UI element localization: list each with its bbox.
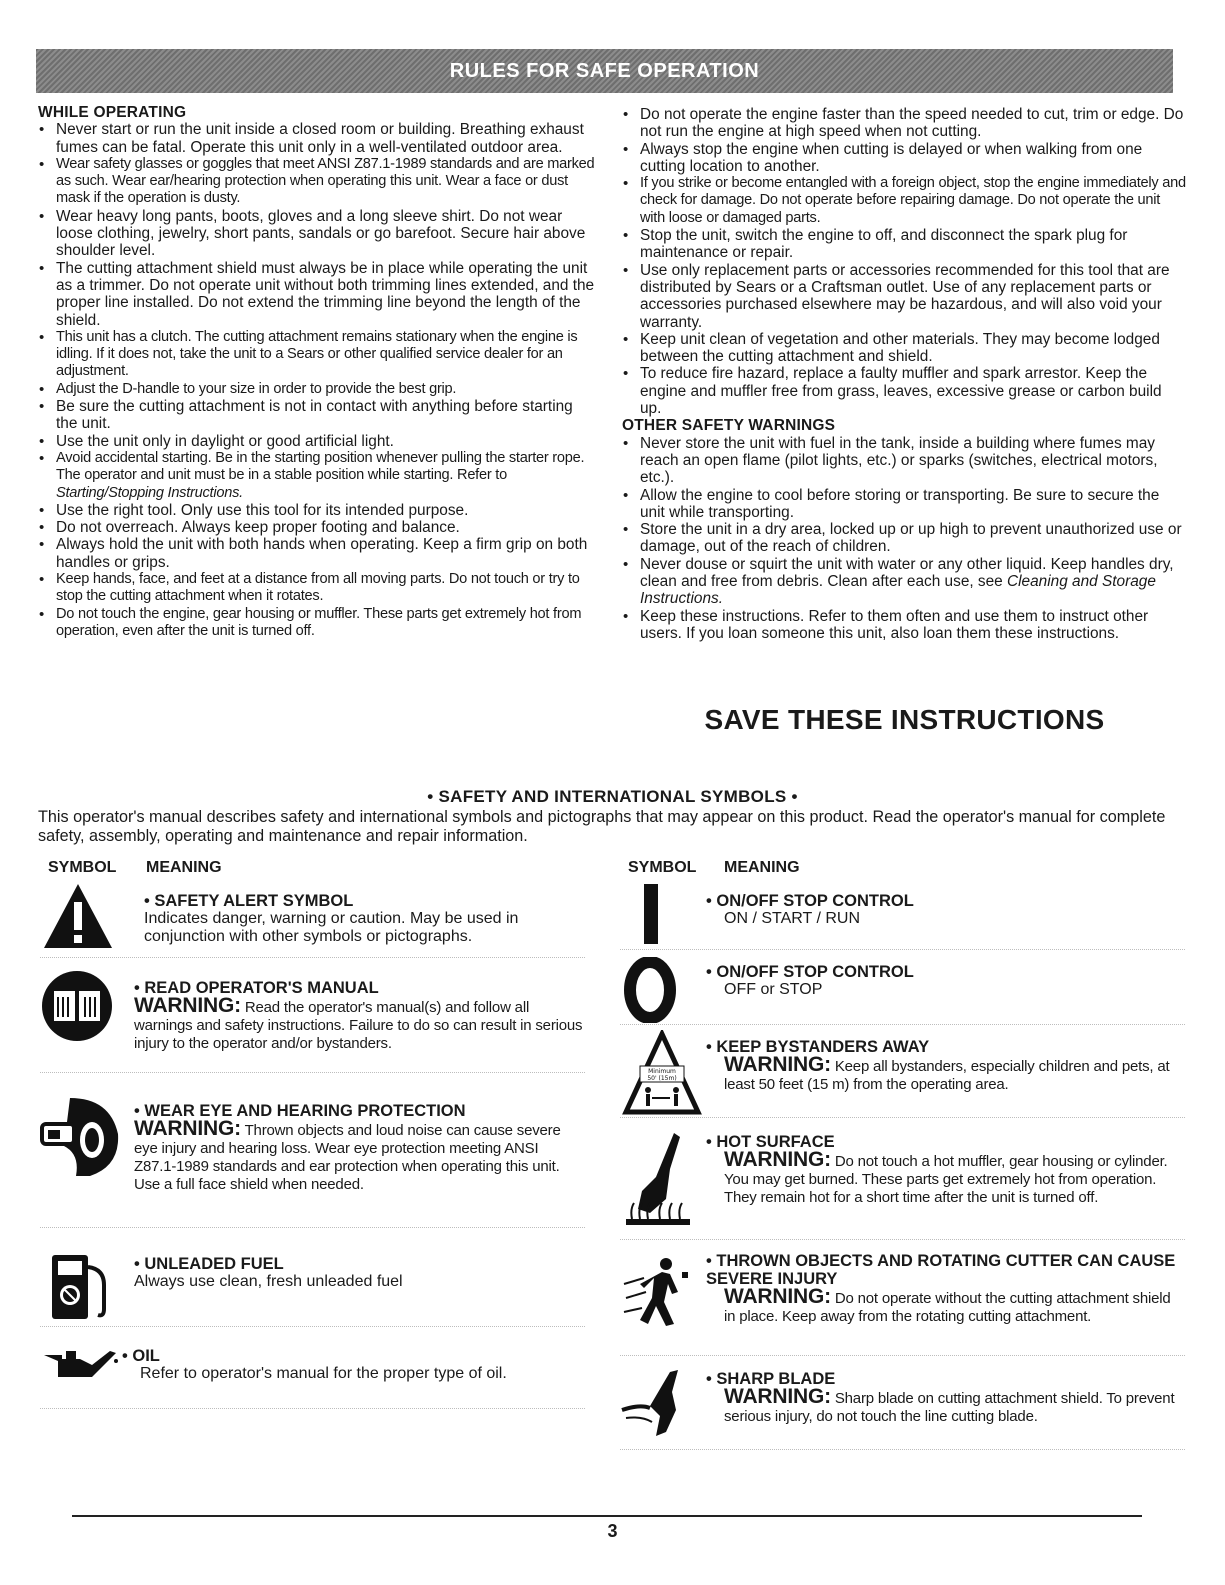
rule-item: • Do not overreach. Always keep proper footing and balance. <box>38 519 598 536</box>
rule-item: • Wear safety glasses or goggles that meet ANSI Z87.1-1989 standards and are marked as such. Wear ear/hearing protection when operating this unit. Wear a face or dust mask if the operation is dusty. <box>38 156 598 208</box>
safety-alert-icon <box>40 880 116 952</box>
symbol-description: Indicates danger, warning or caution. May be used in conjunction with other symbols or pictographs. <box>144 910 519 945</box>
divider <box>40 1072 585 1073</box>
symbol-entry-off <box>620 955 1185 1025</box>
symbol-title: • WEAR EYE AND HEARING PROTECTION <box>134 1102 584 1120</box>
rule-item: • Avoid accidental starting. Be in the starting position whenever pulling the starter rope. The operator and unit must be in a stable position while starting. Refer to Starting/Stopping Instructions. <box>38 450 598 502</box>
symbol-title: • ON/OFF STOP CONTROL <box>706 963 1176 981</box>
page-number: 3 <box>607 1521 618 1541</box>
rule-item: • Be sure the cutting attachment is not in contact with anything before starting the unit. <box>38 398 598 433</box>
rule-item: • Never start or run the unit inside a closed room or building. Breathing exhaust fumes can be fatal. Operate this unit only in a well-ventilated outdoor area. <box>38 121 598 156</box>
left-meaning-header: MEANING <box>146 859 222 876</box>
right-meaning-header: MEANING <box>724 859 800 876</box>
symbol-entry-eye-hearing <box>40 1088 585 1228</box>
warning-label: WARNING: <box>134 994 241 1017</box>
symbol-title: • SAFETY ALERT SYMBOL <box>144 892 584 910</box>
section-banner <box>36 49 1173 93</box>
cleaning-instructions-ref: Cleaning and Storage Instructions. <box>640 573 1156 608</box>
symbol-title: • THROWN OBJECTS AND ROTATING CUTTER CAN CAUSE SEVERE INJURY <box>706 1252 1178 1288</box>
eye-ear-protection-icon <box>40 1094 124 1180</box>
divider <box>40 1326 585 1327</box>
divider <box>620 1449 1185 1450</box>
on-icon <box>620 880 680 948</box>
rule-item: • Keep these instructions. Refer to them often and use them to instruct other users. If you loan someone this unit, also loan them these instructions. <box>622 608 1187 643</box>
symbol-description: OFF or STOP <box>724 981 823 998</box>
symbol-description: Sharp blade on cutting attachment shield. To prevent serious injury, do not touch the line cutting blade. <box>724 1390 1175 1425</box>
warning-label: WARNING: <box>724 1053 831 1076</box>
rule-item: • Never store the unit with fuel in the tank, inside a building where fumes may reach an open flame (pilot lights, etc.) or sparks (switches, electrical motors, etc.). <box>622 435 1187 487</box>
rule-item: • Allow the engine to cool before storing or transporting. Be sure to secure the unit while transporting. <box>622 487 1187 522</box>
rule-item: • Do not touch the engine, gear housing or muffler. These parts get extremely hot from operation, even after the unit is turned off. <box>38 606 598 641</box>
divider <box>620 949 1185 950</box>
divider <box>620 1024 1185 1025</box>
starting-instructions-ref: Starting/Stopping Instructions. <box>56 484 243 501</box>
banner-title: RULES FOR SAFE OPERATION <box>449 60 760 82</box>
warning-label: WARNING: <box>134 1117 241 1140</box>
sharp-blade-icon <box>620 1366 700 1446</box>
rule-item: • Always stop the engine when cutting is delayed or when walking from one cutting location to another. <box>622 141 1187 176</box>
rule-item: • Keep hands, face, and feet at a distance from all moving parts. Do not touch or try to stop the cutting attachment when it rotates. <box>38 571 598 606</box>
symbols-intro: This operator's manual describes safety and international symbols and pictographs that may appear on this product. Read the operator's manual for complete safety, assembly, operating and maintenance and repair information. <box>38 808 1166 845</box>
left-rules-column <box>38 104 598 640</box>
rule-item: • Never douse or squirt the unit with water or any other liquid. Keep handles dry, clean and free from debris. Clean after each use, see Cleaning and Storage Instructions. <box>622 556 1187 608</box>
warning-label: WARNING: <box>724 1285 831 1308</box>
other-safety-list <box>622 435 1187 643</box>
symbol-title: • HOT SURFACE <box>706 1133 1176 1151</box>
rule-item: • Do not operate the engine faster than the speed needed to cut, trim or edge. Do not run the engine at high speed when not cutting. <box>622 106 1187 141</box>
rule-item: • Store the unit in a dry area, locked up or up high to prevent unauthorized use or damage, out of the reach of children. <box>622 521 1187 556</box>
other-safety-heading: OTHER SAFETY WARNINGS <box>622 417 836 435</box>
symbol-description: Thrown objects and loud noise can cause severe eye injury and hearing loss. Wear eye protection meeting ANSI Z87.1-1989 standards and ear protection when operating this unit. Use a full face shield when needed. <box>134 1122 561 1193</box>
rule-item: • This unit has a clutch. The cutting attachment remains stationary when the engine is idling. If it does not, take the unit to a Sears or other qualified service dealer for an adjustment. <box>38 329 598 381</box>
rule-item: • Use only replacement parts or accessories recommended for this tool that are distributed by Sears or a Craftsman outlet. Use of any replacement parts or accessories purchased elsewhere may be hazardous, and will also void your warranty. <box>622 262 1187 331</box>
symbol-title: • UNLEADED FUEL <box>134 1255 584 1273</box>
rule-item: • Use the right tool. Only use this tool for its intended purpose. <box>38 502 598 519</box>
symbol-entry-safety-alert <box>40 880 585 958</box>
symbol-entry-bystanders <box>620 1030 1185 1118</box>
warning-label: WARNING: <box>724 1148 831 1171</box>
rule-item: • The cutting attachment shield must always be in place while operating the unit as a trimmer. Do not operate unit without both trimming lines extended, and the proper line installed. Do not extend the trimming line beyond the length of the shield. <box>38 260 598 329</box>
symbol-entry-oil <box>40 1335 585 1409</box>
rule-item: • Keep unit clean of vegetation and other materials. They may become lodged between the cutting attachment and shield. <box>622 331 1187 366</box>
symbol-entry-sharp-blade <box>620 1362 1185 1450</box>
divider <box>620 1117 1185 1118</box>
bystanders-icon <box>622 1030 702 1116</box>
symbol-title: • SHARP BLADE <box>706 1370 1176 1388</box>
while-operating-heading: WHILE OPERATING <box>38 104 187 121</box>
rule-item: • Adjust the D-handle to your size in order to provide the best grip. <box>38 381 598 398</box>
symbol-entry-on <box>620 880 1185 950</box>
symbol-title: • READ OPERATOR'S MANUAL <box>134 979 584 997</box>
symbol-description: Always use clean, fresh unleaded fuel <box>134 1273 403 1290</box>
off-icon <box>620 957 680 1023</box>
symbol-description: Do not operate without the cutting attachment shield in place. Keep away from the rotating cutting attachment. <box>724 1290 1171 1325</box>
symbol-entry-hot-surface <box>620 1125 1185 1240</box>
read-manual-icon <box>40 969 114 1043</box>
symbol-title: • ON/OFF STOP CONTROL <box>706 892 1176 910</box>
symbol-title: • KEEP BYSTANDERS AWAY <box>706 1038 1176 1056</box>
bystanders-icon-label-line1: Minimum <box>648 1068 676 1075</box>
while-operating-list <box>38 121 598 640</box>
divider <box>620 1355 1185 1356</box>
right-rules-column <box>622 106 1187 642</box>
divider <box>620 1239 1185 1240</box>
rule-item: • Always hold the unit with both hands when operating. Keep a firm grip on both handles or grips. <box>38 536 598 571</box>
divider <box>40 1408 585 1409</box>
symbol-description: Refer to operator's manual for the proper type of oil. <box>140 1365 507 1382</box>
symbol-entry-thrown-objects <box>620 1248 1185 1356</box>
warning-label: WARNING: <box>724 1385 831 1408</box>
rule-item: • To reduce fire hazard, replace a faulty muffler and spark arrestor. Keep the engine and muffler free from grass, leaves, excessive grease or carbon build up. <box>622 365 1187 417</box>
rule-item: • Stop the unit, switch the engine to off, and disconnect the spark plug for maintenance or repair. <box>622 227 1187 262</box>
symbol-entry-unleaded-fuel <box>40 1245 585 1327</box>
thrown-objects-icon <box>620 1254 700 1334</box>
symbol-entry-read-manual <box>40 965 585 1073</box>
fuel-pump-icon <box>48 1251 122 1323</box>
operating-rules-list <box>622 106 1187 417</box>
rule-item: • If you strike or become entangled with a foreign object, stop the engine immediately and check for damage. Do not operate before repairing damage. Do not operate the unit with loose or damaged parts. <box>622 175 1187 227</box>
hot-surface-icon <box>620 1129 696 1229</box>
rule-item: • Use the unit only in daylight or good artificial light. <box>38 433 598 450</box>
bystanders-icon-label-line2: 50' (15m) <box>647 1075 677 1082</box>
left-symbol-header: SYMBOL <box>48 859 117 876</box>
divider <box>40 1227 585 1228</box>
symbol-description: Do not touch a hot muffler, gear housing or cylinder. You may get burned. These parts get extremely hot from operation. They remain hot for a short time after the unit is turned off. <box>724 1153 1168 1206</box>
save-instructions-heading: SAVE THESE INSTRUCTIONS <box>704 704 1105 735</box>
footer-rule <box>72 1515 1142 1517</box>
symbol-description: Keep all bystanders, especially children and pets, at least 50 feet (15 m) from the operating area. <box>724 1058 1170 1093</box>
symbol-description: Read the operator's manual(s) and follow all warnings and safety instructions. Failure to do so can result in serious injury to the operator and/or bystanders. <box>134 999 583 1052</box>
symbol-title: • OIL <box>122 1347 582 1365</box>
rule-item: • Wear heavy long pants, boots, gloves and a long sleeve shirt. Do not wear loose clothing, jewelry, short pants, sandals or go barefoot. Secure hair above shoulder level. <box>38 208 598 260</box>
right-symbol-header: SYMBOL <box>628 859 697 876</box>
symbols-section-title: • SAFETY AND INTERNATIONAL SYMBOLS • <box>427 787 798 806</box>
oil-can-icon <box>40 1343 120 1383</box>
divider <box>40 957 585 958</box>
symbol-description: ON / START / RUN <box>724 910 861 927</box>
